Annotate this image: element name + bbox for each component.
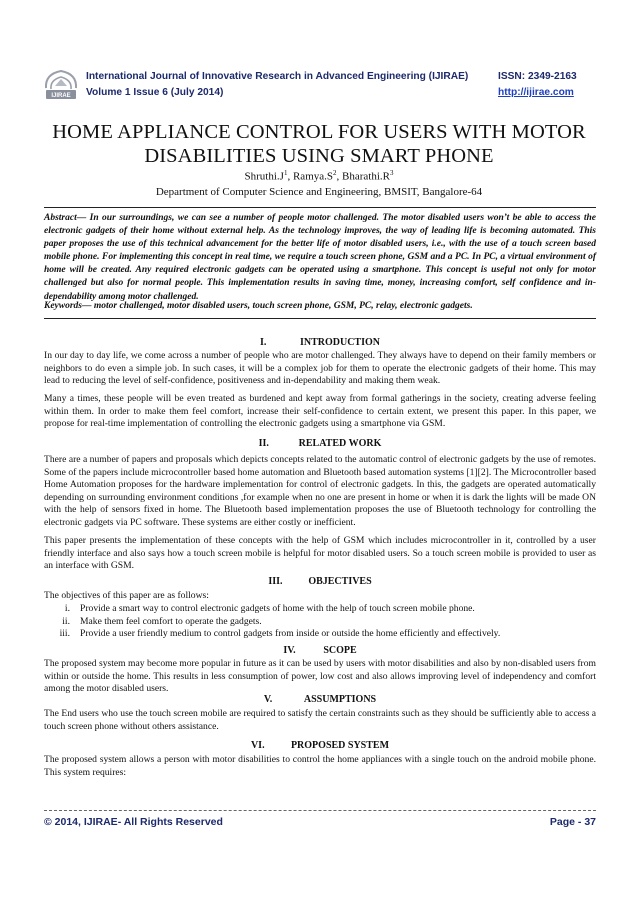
related-paragraph-2: This paper presents the implementation of these concepts with the help of GSM which includes microcontroller in it, controlled by a user friendly interface and also says how a touch screen mobile is helpful for motor disabled users. So a touch screen mobile is provided to user as an interface with GSM. xyxy=(44,535,596,572)
section-heading-related-work: II. RELATED WORK xyxy=(258,438,382,449)
author-3: Bharathi.R xyxy=(342,170,390,183)
objectives-list xyxy=(44,603,596,641)
intro-paragraph-1: In our day to day life, we come across a number of people who are motor challenged. They always have to depend on their family members or neighbors to do even a simple job. In such cases, it will be a complex job for them to operate the electronic gadgets of their home. This may lead to reducing the level of self-confidence, positiveness and in-dependability and making them weak. xyxy=(44,350,596,387)
list-item: ii. Make them feel comfort to operate the gadgets. xyxy=(62,615,262,627)
journal-name: International Journal of Innovative Research in Advanced Engineering (IJIRAE) xyxy=(86,71,469,82)
journal-issn-block xyxy=(498,69,577,101)
journal-issn: ISSN: 2349-2163 xyxy=(498,71,577,82)
author-2-sup: 2 xyxy=(333,169,337,177)
abstract: Abstract— In our surroundings, we can see a number of people motor challenged. The motor disabled users won’t be able to access the electronic gadgets of their home without external help. As the technology improves, the way of leading life is becoming automated. This paper proposes the use of this technical advancement for the better life of motor disabled users, i.e., with the use of a touch screen based mobile phone. For implementing this concept in real time, we require a touch screen phone, GSM and a PC. In PC, a virtual environment of home will be created. Any required electronic gadgets can be operated using a smartphone. This concept is useful not only for motor challenged but also for normal people. This implementation results in saving time, money, increasing comfort, self confidence and in-dependability among motor challenged. xyxy=(44,213,596,302)
paper-title: HOME APPLIANCE CONTROL FOR USERS WITH MOTOR DISABILITIES USING SMART PHONE xyxy=(52,121,586,167)
list-item: iii. Provide a user friendly medium to control gadgets from inside or outside the home efficiently and effectively. xyxy=(59,628,501,640)
author-1-sup: 1 xyxy=(283,169,288,177)
section-heading-assumptions: V. ASSUMPTIONS xyxy=(263,694,377,705)
related-paragraph-1: There are a number of papers and proposals which depicts concepts related to the automatic control of electronic gadgets by the use of remotes. Some of the papers include microcontroller based home automation and Bluetooth based automation systems [1][2]. The Microcontroller based Home Automation proposes for the hardware implementation for control of electronic gadgets. In this, the gadgets are operated automatically depending on surrounding environment conditions ,for example when no one are present in home or when it is dark the lights will be made ON with the help of sensors fixed in home. The Bluetooth based implementation proposes the use of Bluetooth technology for controlling the electronic gadgets via PC software. These systems are either costly or inefficient. xyxy=(44,454,596,528)
authors: $Shruthi.J^1$, $Ramya.S^2$, $Bharathi.R^3$ xyxy=(244,169,394,183)
journal-url-link[interactable]: http://ijirae.com xyxy=(498,87,574,98)
logo-text: IJIRAE xyxy=(51,93,71,99)
assumptions-paragraph: The End users who use the touch screen mobile are required to satisfy the certain constraints such as they should be sufficiently able to access a touch screen phone without others assistance. xyxy=(44,708,596,732)
keywords: Keywords— motor challenged, motor disabled users, touch screen phone, GSM, PC, relay, electronic gadgets. xyxy=(44,301,473,311)
footer-divider xyxy=(44,810,596,811)
footer-copyright: © 2014, IJIRAE- All Rights Reserved xyxy=(44,816,223,828)
journal-header xyxy=(36,66,596,106)
section-heading-scope: IV. SCOPE xyxy=(283,645,357,656)
divider-top xyxy=(44,207,596,208)
intro-paragraph-2: Many a times, these people will be even treated as burdened and kept away from formal gatherings in the society, creating adverse feeling within them. In order to make them feel comfort, increase their self-confidence to certain extent, we present this paper. In this paper, we propose for real-time implementation of controlling the electronic gadgets using a smartphone via GSM. xyxy=(44,393,596,430)
list-item: i. Provide a smart way to control electronic gadgets of home with the help of touch screen mobile phone. xyxy=(64,603,475,614)
author-1: Shruthi.J xyxy=(244,170,284,183)
scope-paragraph: The proposed system may become more popular in future as it can be used by users with motor disabilities and also by non-disabled users from within or outside the home. This results in less consumption of power, low cost and also allows improving level of independency and comfort among the motor disabled users. xyxy=(44,658,596,695)
footer-page-number: Page - 37 xyxy=(549,816,596,828)
section-heading-introduction: I. INTRODUCTION xyxy=(259,337,380,348)
section-heading-objectives: III. OBJECTIVES xyxy=(268,576,372,587)
journal-info xyxy=(86,69,468,101)
objectives-intro: The objectives of this paper are as follows: xyxy=(44,590,209,601)
section-heading-proposed-system: VI. PROPOSED SYSTEM xyxy=(250,740,390,751)
author-3-sup: 3 xyxy=(389,169,394,177)
journal-logo xyxy=(42,68,80,102)
author-2: Ramya.S xyxy=(292,170,333,183)
department: Department of Computer Science and Engineering, BMSIT, Bangalore-64 xyxy=(155,186,483,198)
divider-bottom xyxy=(44,318,596,319)
journal-volume: Volume 1 Issue 6 (July 2014) xyxy=(86,87,224,98)
proposed-paragraph: The proposed system allows a person with motor disabilities to control the home appliances with a single touch on the android mobile phone. This system requires: xyxy=(44,754,596,778)
